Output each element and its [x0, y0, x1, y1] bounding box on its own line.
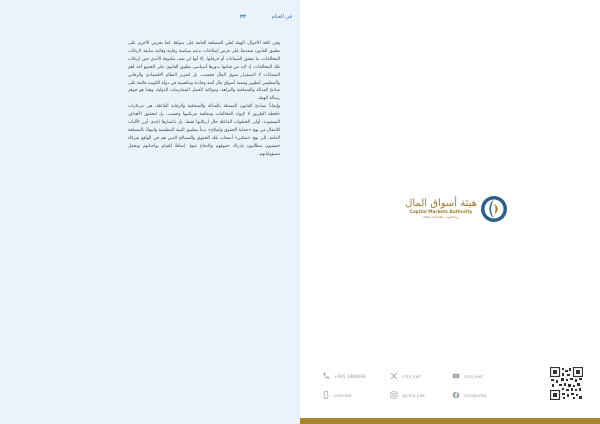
- logo-subtitle: دولة الكويت - State of Kuwait: [423, 216, 459, 219]
- right-page: [300, 0, 600, 424]
- contact-app[interactable]: [322, 391, 352, 399]
- contact-youtube[interactable]: [452, 372, 483, 380]
- instagram-icon: [390, 391, 398, 399]
- section-title: في الختام: [271, 14, 292, 20]
- phone-icon: [322, 372, 330, 380]
- mobile-icon: [322, 391, 330, 399]
- youtube-icon: [452, 372, 460, 380]
- contacts-block: [322, 372, 522, 404]
- contact-instagram[interactable]: [390, 391, 425, 399]
- app-name: cma-kwt: [334, 392, 352, 398]
- logo-text: [405, 198, 477, 220]
- youtube-handle: cma_kwt: [464, 373, 483, 379]
- contact-phone[interactable]: [322, 372, 365, 380]
- qr-code-icon[interactable]: [550, 367, 583, 400]
- x-twitter-icon: [390, 372, 398, 380]
- body-paragraph-1: وفي كافة الأحوال، الهيئة تُعلي المصلحة العامة على سواها، كما تحرص الأخرى على تطبيق القانون متقدمةً على فرض إصلاحات تدعم سياسة رقابية وقائية سابقة لارتكاب المخالفات، ما يحقق الضمانات أو حرفاتها. إلا أنها لن تقف مكتوفة الأيدي حين ارتكاب تلك المخالفات، إذ لابد من قيامها بدورها أسياسي تطبيق القانون على الجميع أحد أهم الضمانات لا لاستقرار سوق المال فحسب، بل لتعزيز النظام الاقتصادي والرقابي والتنظيمي لتطوير وتنمية أسواق مال آمنة وجاذبة وتنافسية في دولة الكويت قائمة على مبادئ العدالة والشفافية والنزاهة، ومواكبة لأفضل الممارسات الدولية، وهذا هو جوهر رسالة الهيئة.: [128, 41, 280, 102]
- cma-emblem-icon: [480, 195, 508, 223]
- facebook-handle: cmagovkw: [464, 392, 487, 398]
- page-number: ٢٢: [240, 14, 247, 20]
- logo-arabic-name: هيئة أسواق المال: [405, 198, 477, 209]
- gold-footer-bar: [300, 418, 600, 424]
- instagram-handle: @cma_kwt: [402, 392, 425, 398]
- body-paragraph-2: وإيماناً بمبادئ القانون المتمثلة بالعدالة والشفافية والرقابة الفاعلة، هي مرتكزات حافظة الطريق لا لإيواء المخالفات ومعاقبة مرتكبيها وحسب، بل لتحقيق الأهداف المنشودة. أولى الخطوات الفاعلة حال ارتكابها فقط، بل باعتبارها إحدى أبرز الأليات للانتقال من نهج «حماية الحقوق وإصلاح» بدءاً بتطبيق البنية التنظيمية وانتهاءً بالمصلحة العامة، إلى نهج «تمكين» أصحاب تلك الحقوق والمصالح الذين هم في الواقع شركاء حقيقيون مطالبون بإدراك حقوقهم والدفاع عنها، إضافةً للقيام بواجباتهم وتحمل مسؤولياتهم.: [128, 104, 280, 157]
- contact-twitter[interactable]: [390, 372, 421, 380]
- logo-english-name: Capital Markets Authority: [409, 210, 473, 215]
- twitter-handle: cma_kwt: [402, 373, 421, 379]
- phone-number: +965 1888898: [334, 373, 366, 379]
- page-header: [240, 11, 292, 23]
- body-text: [128, 40, 280, 159]
- contact-facebook[interactable]: [452, 391, 487, 399]
- facebook-icon: [452, 391, 460, 399]
- cma-logo: [405, 192, 515, 226]
